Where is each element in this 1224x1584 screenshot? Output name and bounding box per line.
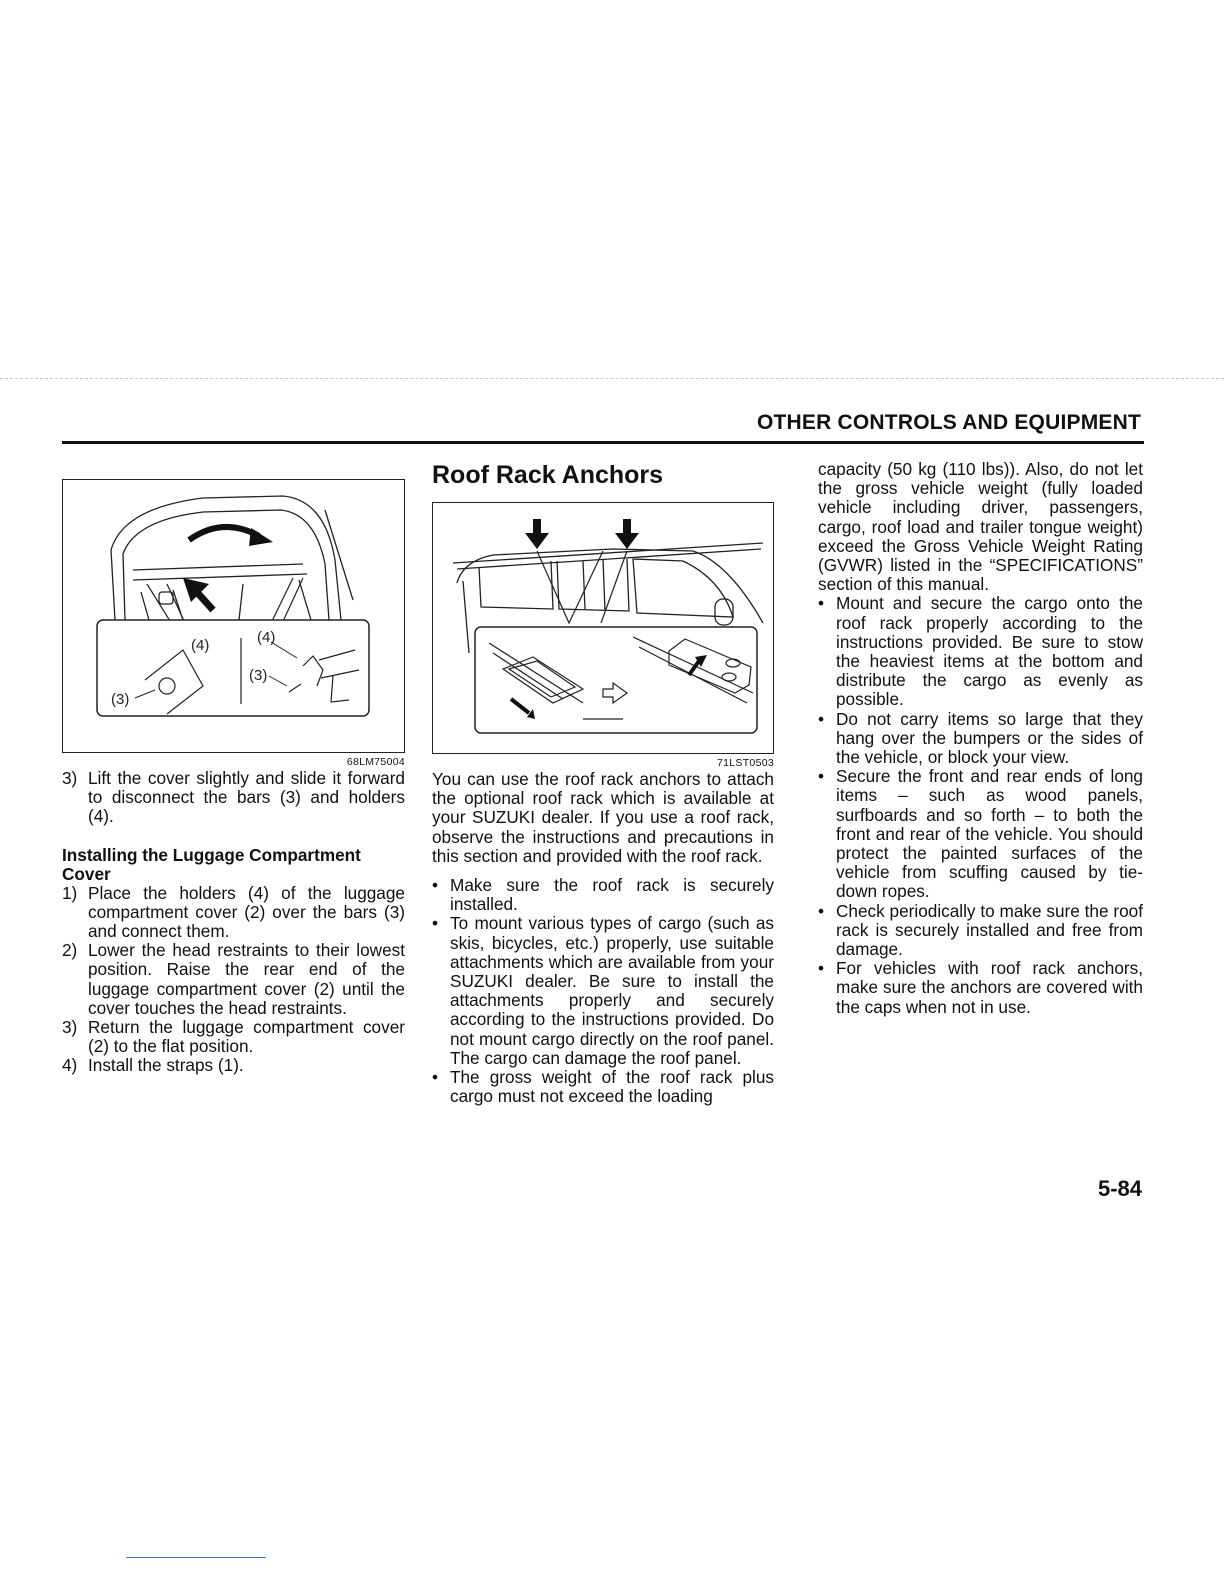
list-item: • Mount and secure the cargo onto the roof rack properly according to the instructions provided. Be sure to stow the heaviest items at the bottom and distribute the cargo as evenly as possible. xyxy=(818,594,1143,709)
luggage-cover-illustration xyxy=(62,479,405,753)
intro-paragraph: You can use the roof rack anchors to attach the optional roof rack which is available at your SUZUKI dealer. If you use a roof rack, observe the instructions and precautions in this section and provided with the roof rack. xyxy=(432,769,774,866)
list-item xyxy=(62,1056,405,1075)
step-text: Lift the cover slightly and slide it forward to disconnect the bars (3) and holders (4). xyxy=(88,768,405,827)
page-number: 5-84 xyxy=(1097,1176,1142,1201)
removal-step-list xyxy=(62,769,405,827)
callout-3-right: (3) xyxy=(249,667,268,684)
list-item: • For vehicles with roof rack anchors, make sure the anchors are covered with the caps when not in use. xyxy=(818,959,1143,1017)
figure-code-middle: 71LST0503 xyxy=(717,757,774,769)
list-item xyxy=(62,884,405,942)
step-text: Install the straps (1). xyxy=(88,1055,244,1076)
right-bullet-list xyxy=(818,594,1143,1016)
callout-4-right: (4) xyxy=(257,629,276,646)
step-text: Lower the head restraints to their lowest position. Raise the rear end of the luggage compartment cover (2) until the cover touches the head restraints. xyxy=(88,940,405,1018)
step-number: 3) xyxy=(62,1017,78,1038)
scan-link-underline xyxy=(126,1557,266,1558)
installing-subheading: Installing the Luggage Compartment Cover xyxy=(62,844,361,884)
list-item xyxy=(62,769,405,827)
list-item: • The gross weight of the roof rack plus cargo must not exceed the loading xyxy=(432,1068,774,1106)
step-number: 4) xyxy=(62,1055,78,1076)
list-item: • Secure the front and rear ends of long items – such as wood panels, surfboards and so forth – to both the front and rear of the vehicle. You should protect the painted surfaces of the vehicle from scuffing caused by tie-down ropes. xyxy=(818,767,1143,901)
header-rule xyxy=(62,441,1144,444)
middle-bullet-list xyxy=(432,876,774,1106)
continuation-paragraph: capacity (50 kg (110 lbs)). Also, do not let the gross vehicle weight (fully loaded vehicle including driver, passengers, cargo, roof load and trailer tongue weight) exceed the Gross Vehicle Weight Rating (GVWR) listed in the “SPECIFICATIONS” section of this manual. xyxy=(818,459,1143,595)
step-number: 3) xyxy=(62,768,78,788)
step-text: Place the holders (4) of the luggage compartment cover (2) over the bars (3) and connect them. xyxy=(88,882,405,942)
luggage-cover-drawing xyxy=(63,480,403,751)
list-item xyxy=(62,1018,405,1056)
list-item: • Do not carry items so large that they hang over the bumpers or the sides of the vehicle, or block your view. xyxy=(818,710,1143,768)
roof-rack-drawing xyxy=(433,503,772,752)
roof-rack-illustration xyxy=(432,502,774,754)
callout-4-left: (4) xyxy=(191,637,210,654)
left-column xyxy=(62,460,405,1076)
step-text: Return the luggage compartment cover (2) to the flat position. xyxy=(88,1017,405,1057)
roof-rack-anchors-title: Roof Rack Anchors xyxy=(432,461,664,489)
list-item xyxy=(62,941,405,1018)
step-number: 2) xyxy=(62,940,78,961)
install-step-list xyxy=(62,884,405,1076)
callout-3-left: (3) xyxy=(111,691,130,708)
list-item: • Check periodically to make sure the roof rack is securely installed and free from damage. xyxy=(818,902,1143,960)
right-column xyxy=(818,460,1143,1017)
middle-column xyxy=(432,460,774,1106)
list-item: • Make sure the roof rack is securely installed. xyxy=(432,876,774,914)
scan-artifact-line xyxy=(0,378,1224,381)
step-number: 1) xyxy=(62,882,78,903)
figure-code-left: 68LM75004 xyxy=(346,756,405,768)
section-header: OTHER CONTROLS AND EQUIPMENT xyxy=(757,411,1141,434)
list-item: • To mount various types of cargo (such as skis, bicycles, etc.) properly, use suitable attachments which are available from your SUZUKI dealer. Be sure to install the attachments properly and securely according to the instructions provided. Do not mount cargo directly on the roof panel. The cargo can damage the roof panel. xyxy=(432,914,774,1068)
